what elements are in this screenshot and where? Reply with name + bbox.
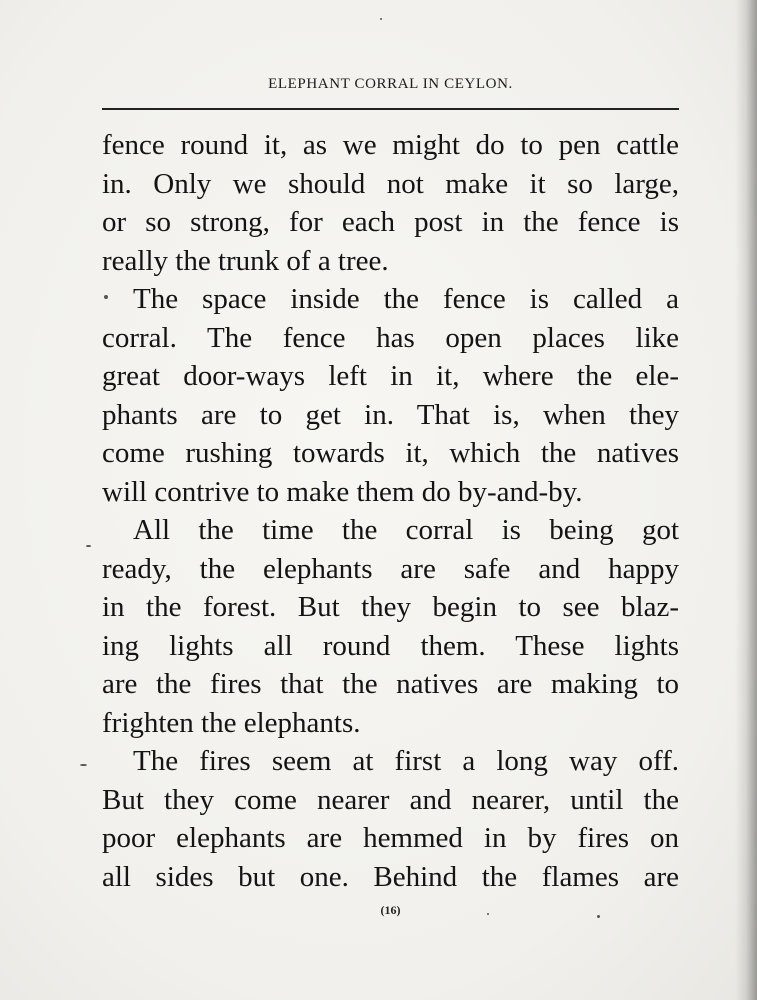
text-line: in. Only we should not make it so large, [102, 167, 679, 200]
header-rule [102, 108, 679, 110]
scan-speck [80, 764, 87, 766]
text-line: All the time the corral is being got [133, 514, 679, 546]
text-line: or so strong, for each post in the fence is [102, 206, 679, 238]
text-line: The fires seem at first a long way off. [133, 745, 679, 777]
text-line: The space inside the fence is called a [133, 283, 679, 315]
text-line: really the trunk of a tree. [102, 244, 389, 277]
text-line: in the forest. But they begin to see blaz- [102, 591, 679, 623]
text-line: great door-ways left in it, where the ele- [102, 360, 679, 392]
text-line: poor elephants are hemmed in by fires on [102, 822, 679, 854]
page-number: (16) [380, 903, 401, 917]
scan-speck [597, 915, 600, 918]
text-line: But they come nearer and nearer, until the [102, 783, 679, 816]
text-line: are the fires that the natives are making to [102, 668, 679, 700]
text-line: ready, the elephants are safe and happy [102, 552, 679, 585]
page-gutter-shadow [735, 0, 757, 1000]
scan-speck [380, 18, 382, 20]
text-line: fence round it, as we might do to pen cattle [102, 129, 679, 161]
text-line: all sides but one. Behind the flames are [102, 860, 679, 893]
scan-speck [104, 295, 108, 299]
scan-speck [86, 545, 91, 547]
text-line: corral. The fence has open places like [102, 321, 679, 354]
text-line: phants are to get in. That is, when they [102, 398, 679, 431]
scan-speck [487, 913, 489, 915]
text-line: frighten the elephants. [102, 706, 361, 739]
body-text [102, 126, 679, 896]
text-line: will contrive to make them do by-and-by. [102, 475, 583, 508]
running-head: ELEPHANT CORRAL IN CEYLON. [268, 76, 513, 92]
text-line: ing lights all round them. These lights [102, 629, 679, 662]
text-line: come rushing towards it, which the natives [102, 437, 679, 469]
